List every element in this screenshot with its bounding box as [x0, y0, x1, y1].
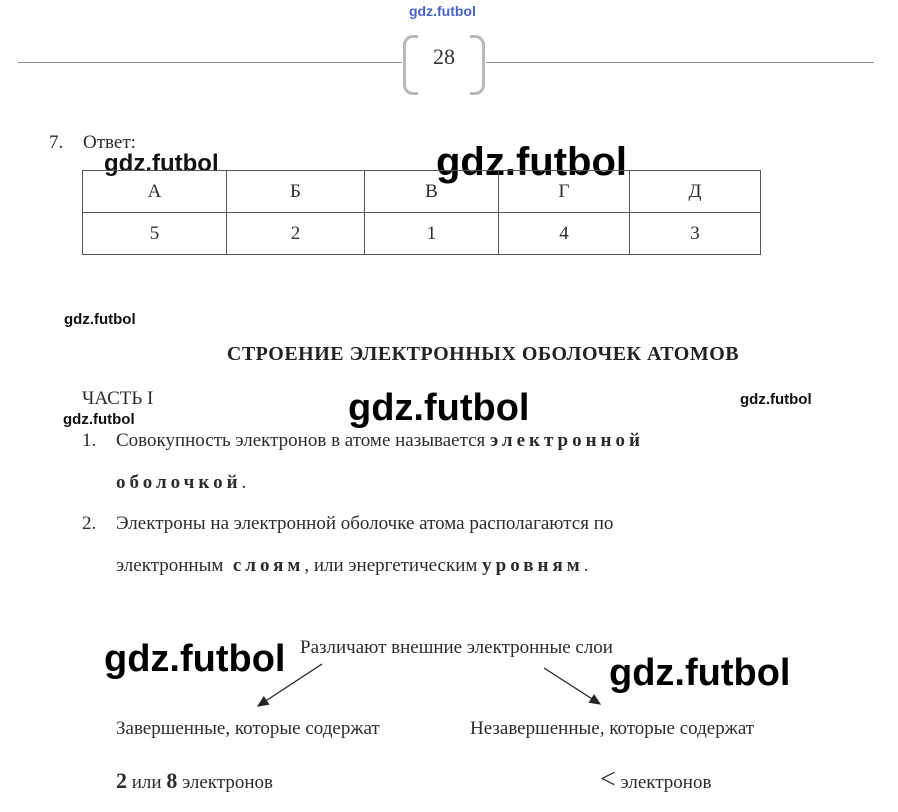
section-title: СТРОЕНИЕ ЭЛЕКТРОННЫХ ОБОЛОЧЕК АТОМОВ: [226, 343, 740, 365]
watermark: gdz.futbol: [436, 140, 628, 184]
diagram-right-label: Незавершенные, которые содержат: [470, 718, 755, 739]
diagram-left-label: Завершенные, которые содержат: [116, 718, 380, 739]
watermark: gdz.futbol: [740, 391, 812, 408]
watermark: gdz.futbol: [104, 150, 219, 177]
table-header-cell: В: [365, 171, 499, 213]
part-label: ЧАСТЬ I: [82, 388, 154, 409]
watermark-top: gdz.futbol: [409, 3, 476, 19]
diagram-right-value: [600, 764, 711, 796]
diagram-top-label: Различают внешние электронные слои: [300, 637, 613, 658]
table-header-cell: Б: [227, 171, 365, 213]
watermark: gdz.futbol: [104, 638, 286, 680]
item-punctuation: .: [241, 472, 247, 493]
value-number: 2: [116, 768, 127, 793]
answer-label: Ответ:: [83, 132, 136, 153]
item-statement: Электроны на электронной оболочке атома располагаются по: [116, 513, 614, 534]
item-answer: слоям: [232, 555, 305, 576]
table-cell: 2: [227, 213, 365, 255]
table-header-cell: Г: [499, 171, 630, 213]
watermark: gdz.futbol: [609, 652, 791, 694]
value-unit: электронов: [620, 772, 712, 793]
item-answer: уровням: [482, 555, 584, 576]
diagram-left-value: [116, 768, 273, 794]
value-unit: электронов: [182, 772, 273, 793]
table-header-cell: Д: [630, 171, 761, 213]
arrow-left: [258, 664, 322, 706]
question-number: 7.: [49, 132, 64, 153]
item-answer: оболочкой: [116, 472, 242, 493]
item-statement: электронным: [116, 555, 224, 576]
value-number: 8: [166, 768, 178, 793]
item-punctuation: .: [583, 555, 589, 576]
table-cell: 3: [630, 213, 761, 255]
arrow-right: [544, 668, 600, 704]
watermark: gdz.futbol: [64, 311, 136, 328]
item-statement: , или энергетическим: [304, 555, 478, 576]
table-header-cell: А: [83, 171, 227, 213]
page-number: 28: [433, 44, 455, 69]
item-number: 2.: [82, 513, 97, 534]
less-than-sign: <: [600, 764, 616, 795]
table-cell: 4: [499, 213, 630, 255]
watermark: gdz.futbol: [63, 411, 135, 428]
value-connector: или: [131, 772, 162, 793]
table-cell: 1: [365, 213, 499, 255]
watermark: gdz.futbol: [348, 387, 530, 429]
item-answer: электронной: [490, 430, 644, 451]
item-number: 1.: [82, 430, 97, 451]
item-statement: Совокупность электронов в атоме называется: [116, 430, 486, 451]
table-cell: 5: [83, 213, 227, 255]
